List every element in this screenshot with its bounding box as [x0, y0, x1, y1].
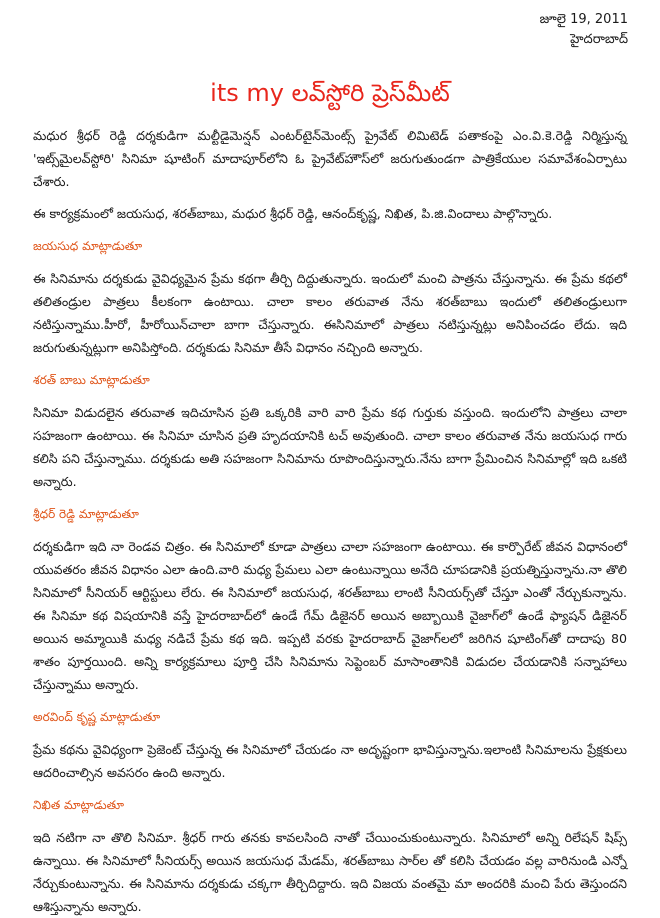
- article-title: its my లవ్‌స్టోరి ప్రెస్‌మీట్: [210, 79, 450, 107]
- section-heading: నిఖిత మాట్లాడుతూ: [33, 798, 125, 812]
- section-heading: శరత్ బాబు మాట్లాడుతూ: [33, 373, 150, 387]
- date-text: జూలై 19, 2011: [539, 12, 628, 27]
- section-heading: శ్రీధర్ రెడ్డి మాట్లాడుతూ: [33, 507, 139, 521]
- section-paragraph: ఈ సినిమాను దర్శకుడు వైవిధ్యమైన ప్రేమ కథగా తీర్చి దిద్దుతున్నారు. ఇందులో మంచి పాత్రను చేస్తున్నాను. ఈ ప్రేమ కథలో తలితండ్రుల పాత్రలు కీలకంగా ఉంటాయి. చాలా కాలం తరువాత నేను శరత్‌బాబు ఇందులో తలితండ్రులుగా నటిస్తున్నాము.హీరో, హీరోయిన్‌చాలా బాగా చేస్తున్నారు. ఈసినిమాలో పాత్రలు నటిస్తున్నట్లు అనిపించడం లేదు. ఇది జరుగుతున్నట్లుగా అనిపిస్తోంది. దర్శకుడు సినిమా తీసే విధానం నచ్చింది అన్నారు.: [33, 271, 627, 355]
- place-text: హైదరాబాద్: [570, 32, 628, 47]
- section-heading: జయసుధ మాట్లాడుతూ: [33, 239, 143, 253]
- section-paragraph: దర్శకుడిగా ఇది నా రెండవ చిత్రం. ఈ సినిమాలో కూడా పాత్రలు చాలా సహజంగా ఉంటాయి. ఈ కార్పొరేట్ జీవన విధానంలో యువతరం జీవన విధానం ఎలా ఉంది.వారి మధ్య ప్రేమలు ఎలా ఉంటున్నాయి అనేది చూపడానికి ప్రయత్నిస్తున్నాను.నా తొలి సినిమాలో సీనియర్ ఆర్టిస్టులు లేరు. ఈ సినిమాలో జయసుధ, శరత్‌బాబు లాంటి సీనియర్స్‌తో చేస్తూ ఎంతో నేర్చుకున్నాను. ఈ సినిమా కథ విషయానికి వస్తే హైదరాబాద్‌లో ఉండే గేమ్ డిజైనర్ అయిన అబ్బాయికి వైజాగ్‌లో ఉండే ఫ్యాషన్ డిజైనర్ అయిన అమ్మాయికి మధ్య నడిచే ప్రేమ కథ ఇది. ఇప్పటి వరకు హైదరాబాద్ వైజాగ్‌లలో జరిగిన షూటింగ్‌తో దాదాపు 80 శాతం పూర్తయింది. అన్ని కార్యక్రమాలు పూర్తి చేసి సినిమాను సెప్టెంబర్ మాసాంతానికి విడుదల చేయడానికి సన్నాహాలు చేస్తున్నాము అన్నారు.: [33, 539, 627, 692]
- section-paragraph: సినిమా విడుదలైన తరువాత ఇదిచూసిన ప్రతి ఒక్కరికి వారి వారి ప్రేమ కథ గుర్తుకు వస్తుంది. ఇందులోని పాత్రలు చాలా సహజంగా ఉంటాయి. ఈ సినిమా చూసిన ప్రతి హృదయానికి టచ్ అవుతుంది. చాలా కాలం తరువాత నేను జయసుధ గారు కలిసి పని చేస్తున్నాము. దర్శకుడు అతి సహజంగా సినిమాను రూపొందిస్తున్నారు.నేను బాగా ప్రేమించిన సినిమాల్లో ఇది ఒకటి అన్నారు.: [33, 405, 627, 489]
- section-heading: అరవింద్ కృష్ణ మాట్లాడుతూ: [33, 710, 161, 724]
- intro-paragraph: మధుర శ్రీధర్ రెడ్డి దర్శకుడిగా మల్టీడైమెన్షన్ ఎంటర్‌టైన్‌మెంట్స్ ప్రైవేట్ లిమిటెడ్ పతాకంపై ఎం.వి.కె.రెడ్డి నిర్మిస్తున్న 'ఇట్స్‌మైలవ్‌స్టోరి' సినిమా షూటింగ్ మాదాపూర్‌లోని ఓ ప్రైవేట్‌హౌస్‌లో జరుగుతుండగా పాత్రికేయుల సమావేశంఏర్పాటు చేశారు.: [33, 128, 627, 189]
- article-body: [33, 124, 627, 918]
- section-paragraph: ప్రేమ కథను వైవిధ్యంగా ప్రెజెంట్ చేస్తున్న ఈ సినిమాలో చేయడం నా అదృష్టంగా భావిస్తున్నాను.ఇలాంటి సినిమాలను ప్రేక్షకులు ఆదరించాల్సిన అవసరం ఉంది అన్నారు.: [33, 742, 627, 780]
- dateline: [540, 10, 628, 50]
- section-paragraph: ఇది నటిగా నా తొలి సినిమా. శ్రీధర్ గారు తనకు కావలసింది నాతో చేయించుకుంటున్నారు. సినిమాలో అన్ని రిలేషన్ షిప్స్ ఉన్నాయి. ఈ సినిమాలో సీనియర్స్ అయిన జయసుధ మేడమ్, శరత్‌బాబు సార్‌ల తో కలిసి చేయడం వల్ల వారినుండి ఎన్నో నేర్చుకుంటున్నాను. ఈ సినిమాను దర్శకుడు చక్కగా తీర్చిదిద్దారు. ఇది విజయ వంతమై మా అందరికి మంచి పేరు తెస్తుందని ఆశిస్తున్నాను అన్నారు.: [33, 830, 628, 914]
- intro-paragraph: ఈ కార్యక్రమంలో జయసుధ, శరత్‌బాబు, మధుర శ్రీధర్ రెడ్డి, ఆనంద్‌కృష్ణ, నిఖిత, పి.జి.విందాలు పాల్గొన్నారు.: [33, 206, 553, 221]
